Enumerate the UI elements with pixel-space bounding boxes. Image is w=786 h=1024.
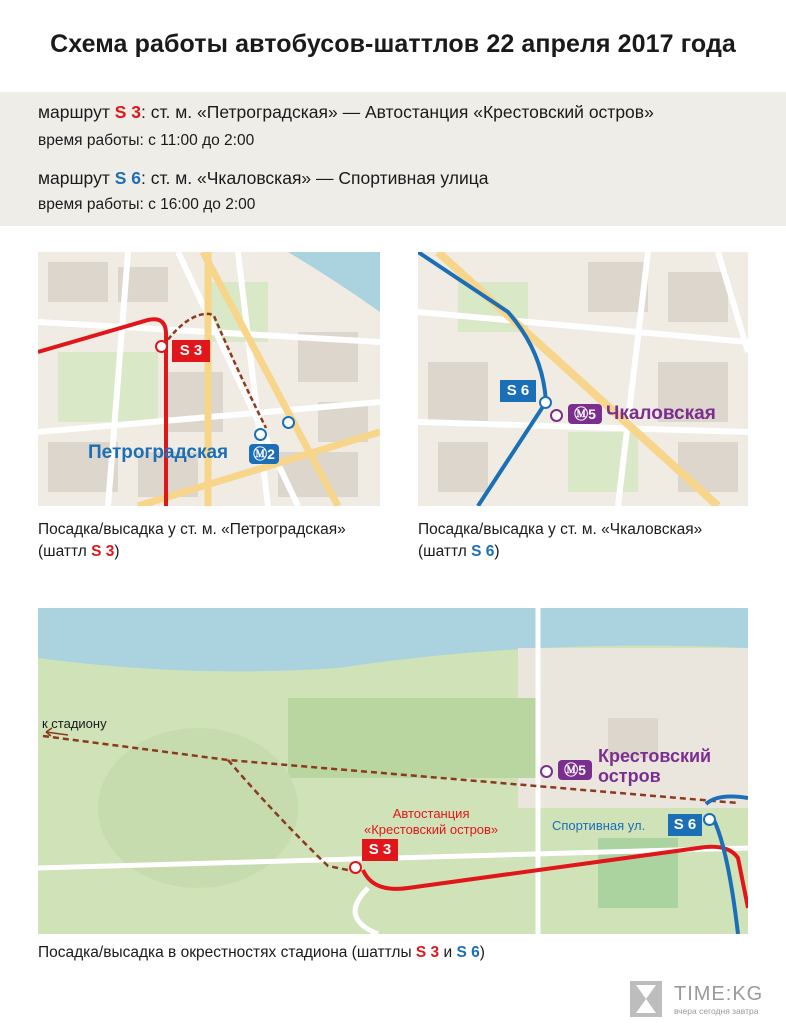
station-label-chkalovskaya: Чкаловская xyxy=(606,403,716,424)
caption-map1-line1: Посадка/высадка у ст. м. «Петроградская» xyxy=(38,521,346,538)
direction-label: к стадиону xyxy=(42,716,107,731)
route-s3-hours: время работы: с 11:00 до 2:00 xyxy=(38,132,255,149)
route-prefix: маршрут xyxy=(38,168,115,188)
route-s3-description: : ст. м. «Петроградская» — Автостанция «Крестовский остров» xyxy=(140,102,654,122)
route-code-s6: S 6 xyxy=(114,168,141,188)
station-label-krestovsky xyxy=(598,746,711,786)
route-code-s3: S 3 xyxy=(114,102,141,122)
map-chkalovskaya[interactable] xyxy=(418,252,748,506)
caption-code-s6: S 6 xyxy=(471,543,495,560)
stop-s3-petrogradskaya[interactable] xyxy=(155,340,168,353)
route-prefix: маршрут xyxy=(38,102,115,122)
map-petrogradskaya-streets xyxy=(38,252,380,506)
route-s6-line xyxy=(38,168,489,189)
caption-code-s3: S 3 xyxy=(415,944,440,961)
metro-line-number: 5 xyxy=(588,406,596,422)
route-s6-description: : ст. м. «Чкаловская» — Спортивная улица xyxy=(140,168,489,188)
street-label: Спортивная ул. xyxy=(552,818,646,833)
hourglass-logo-icon xyxy=(626,979,666,1019)
map-petrogradskaya[interactable] xyxy=(38,252,380,506)
map-stadium[interactable] xyxy=(38,608,748,934)
caption-map2-line1: Посадка/высадка у ст. м. «Чкаловская» xyxy=(418,521,703,538)
caption-suffix: ) xyxy=(114,543,120,560)
metro-line-5-badge: Ⓜ5 xyxy=(568,404,602,424)
caption-suffix: ) xyxy=(494,543,500,560)
metro-line-number: 5 xyxy=(578,762,586,778)
caption-map3-text: Посадка/высадка в окрестностях стадиона (шаттлы xyxy=(38,944,416,961)
logo-name: TIME:KG xyxy=(674,983,764,1005)
map-chkalovskaya-streets xyxy=(418,252,748,506)
stop-metro-krestovsky[interactable] xyxy=(540,765,553,778)
caption-prefix: (шаттл xyxy=(38,543,92,560)
bus-station-line1: Автостанция xyxy=(392,806,470,821)
station-label-petrogradskaya: Петроградская xyxy=(88,442,229,463)
stop-s3-autostation[interactable] xyxy=(349,861,362,874)
bus-station-line2: «Крестовский остров» xyxy=(364,822,499,837)
metro-line-2-badge: Ⓜ2 xyxy=(249,444,279,464)
bus-badge-s3: S 3 xyxy=(362,839,398,861)
stop-metro-exit[interactable] xyxy=(282,416,295,429)
stop-s6-sportivnaya[interactable] xyxy=(703,813,716,826)
bus-station-label xyxy=(364,806,498,838)
caption-map1 xyxy=(38,519,346,563)
stop-metro-chkalovskaya[interactable] xyxy=(550,409,563,422)
caption-map2 xyxy=(418,519,702,563)
caption-map1-line2 xyxy=(38,541,346,563)
bus-badge-s6: S 6 xyxy=(668,814,702,836)
caption-map2-line2 xyxy=(418,541,702,563)
bus-badge-s6: S 6 xyxy=(500,380,536,402)
stop-s6-chkalovskaya[interactable] xyxy=(539,396,552,409)
caption-prefix: (шаттл xyxy=(418,543,472,560)
caption-code-s3: S 3 xyxy=(91,543,115,560)
stop-metro-petrogradskaya[interactable] xyxy=(254,428,267,441)
page-title: Схема работы автобусов-шаттлов 22 апреля 2017 года xyxy=(50,30,736,58)
caption-end: ) xyxy=(479,944,485,961)
caption-map3 xyxy=(38,942,485,964)
caption-and: и xyxy=(439,944,457,961)
metro-line-5-badge: Ⓜ5 xyxy=(558,760,592,780)
logo-tagline: вчера сегодня завтра xyxy=(674,1006,759,1016)
route-s6-hours: время работы: с 16:00 до 2:00 xyxy=(38,196,256,213)
route-info-box xyxy=(0,92,786,226)
station-label-line2: остров xyxy=(598,766,661,786)
caption-code-s6: S 6 xyxy=(456,944,480,961)
metro-line-number: 2 xyxy=(267,446,275,462)
bus-badge-s3: S 3 xyxy=(172,340,210,362)
route-s3-line xyxy=(38,102,654,123)
station-label-line1: Крестовский xyxy=(598,746,712,766)
